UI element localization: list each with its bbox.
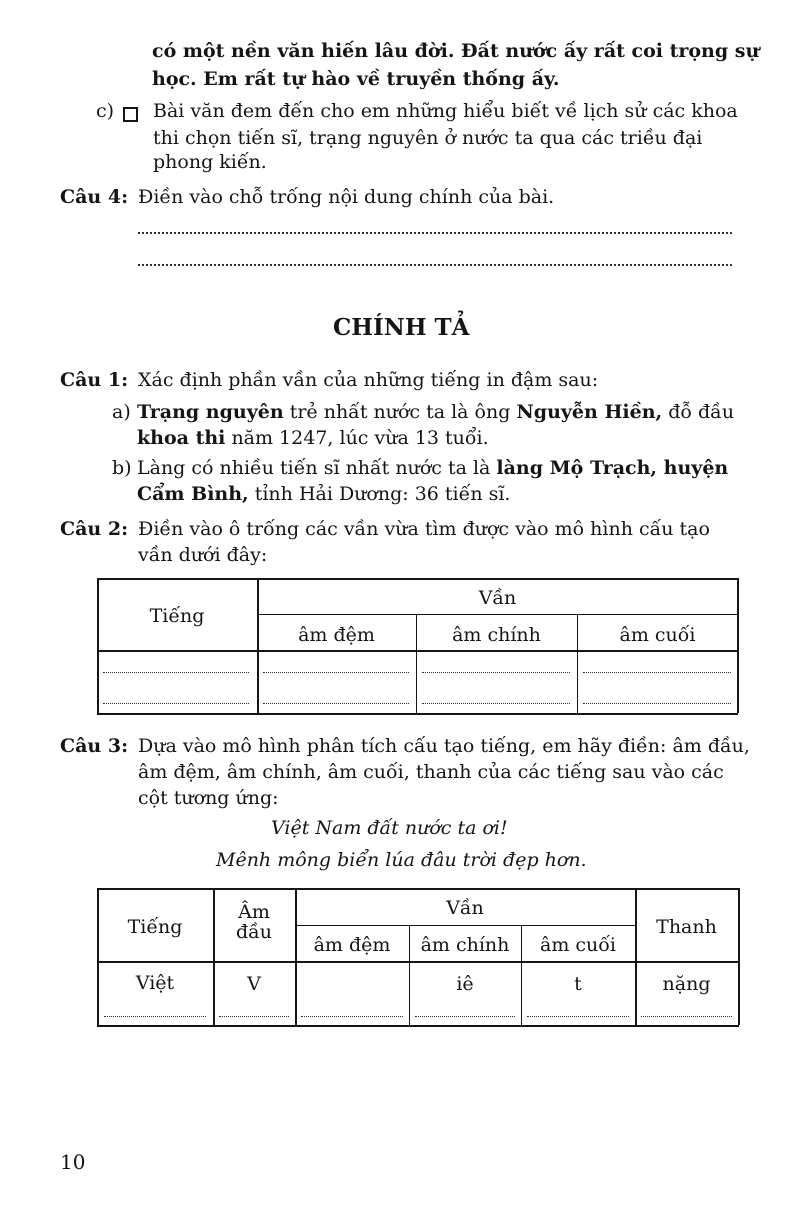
table-border <box>295 925 635 926</box>
table-border <box>738 888 740 1025</box>
text-line: có một nền văn hiến lâu đời. Đất nước ấy rất coi trọng sự <box>152 40 760 62</box>
cell-am-cuoi: t <box>574 973 582 995</box>
table-border <box>97 1025 739 1027</box>
question-2-text: vần dưới đây: <box>138 544 268 566</box>
item-b-line1 <box>137 457 728 480</box>
question-3-text: Dựa vào mô hình phân tích cấu tạo tiếng, em hãy điền: âm đầu, <box>138 735 750 757</box>
header-am-cuoi: âm cuối <box>540 934 616 956</box>
header-am-dem: âm đệm <box>298 624 375 646</box>
header-am-cuoi: âm cuối <box>619 624 696 646</box>
header-am-chinh: âm chính <box>452 624 541 646</box>
table-border <box>97 888 99 1025</box>
cell-answer-line[interactable] <box>103 672 249 673</box>
question-3-label: Câu 3: <box>60 735 129 757</box>
header-thanh: Thanh <box>656 916 717 938</box>
header-am-dem: âm đệm <box>313 934 391 956</box>
question-2-text: Điền vào ô trống các vần vừa tìm được vào mô hình cấu tạo <box>138 518 710 540</box>
header-van: Vần <box>446 897 484 919</box>
question-2-label: Câu 2: <box>60 518 129 540</box>
question-3-text: âm đệm, âm chính, âm cuối, thanh của các tiếng sau vào các <box>138 761 724 783</box>
text: Làng có nhiều tiến sĩ nhất nước ta là <box>137 457 491 479</box>
cell-am-chinh: iê <box>456 973 474 995</box>
table-border <box>257 614 738 615</box>
cell-answer-line[interactable] <box>301 1016 403 1017</box>
text: tỉnh Hải Dương: 36 tiến sĩ. <box>254 483 511 505</box>
checkbox-c[interactable] <box>123 103 138 126</box>
question-4-text: Điền vào chỗ trống nội dung chính của bài. <box>138 186 555 208</box>
answer-line[interactable] <box>138 264 732 266</box>
cell-thanh: nặng <box>662 973 711 995</box>
cell-answer-line[interactable] <box>415 1016 515 1017</box>
question-1-text: Xác định phần vần của những tiếng in đậm sau: <box>138 369 599 391</box>
checkbox-icon <box>123 107 138 122</box>
bold-word: Cẩm Bình, <box>137 483 249 505</box>
question-1-label: Câu 1: <box>60 369 129 391</box>
text: năm 1247, lúc vừa 13 tuổi. <box>231 427 489 449</box>
cell-am-dau: V <box>247 973 261 995</box>
header-am-dau-line2: đầu <box>235 920 273 943</box>
poem-line-1: Việt Nam đất nước ta ơi! <box>271 817 508 839</box>
table-border <box>97 578 738 580</box>
poem-line-2: Mênh mông biển lúa đâu trời đẹp hơn. <box>216 849 587 871</box>
header-tieng: Tiếng <box>127 916 183 938</box>
bold-word: Nguyễn Hiền, <box>516 401 663 423</box>
text: trẻ nhất nước ta là ông <box>289 401 511 423</box>
bold-word: khoa thi <box>137 427 226 449</box>
option-c-line: phong kiến. <box>153 151 267 173</box>
cell-answer-line[interactable] <box>583 703 731 704</box>
item-a-line1 <box>137 401 734 424</box>
cell-answer-line[interactable] <box>263 672 409 673</box>
table-border <box>97 578 99 713</box>
cell-answer-line[interactable] <box>422 703 570 704</box>
section-title: CHÍNH TẢ <box>333 314 470 341</box>
option-c-line: thi chọn tiến sĩ, trạng nguyên ở nước ta qua các triều đại <box>153 127 703 149</box>
item-b-line2 <box>137 483 510 506</box>
answer-line[interactable] <box>138 232 732 234</box>
header-van: Vần <box>478 587 517 609</box>
cell-answer-line[interactable] <box>263 703 409 704</box>
table-border <box>97 888 739 890</box>
page-number: 10 <box>60 1150 86 1174</box>
table-border <box>97 650 738 652</box>
cell-answer-line[interactable] <box>527 1016 629 1017</box>
option-c-line: Bài văn đem đến cho em những hiểu biết về lịch sử các khoa <box>153 100 738 122</box>
cell-answer-line[interactable] <box>422 672 570 673</box>
cell-answer-line[interactable] <box>641 1016 732 1017</box>
bold-word: Trạng nguyên <box>137 401 284 423</box>
bold-word: làng Mộ Trạch, huyện <box>496 457 729 479</box>
header-am-dau <box>213 903 295 943</box>
cell-answer-line[interactable] <box>219 1016 289 1017</box>
question-3-text: cột tương ứng: <box>138 787 279 809</box>
item-a-line2 <box>137 427 489 450</box>
question-4-label: Câu 4: <box>60 186 129 208</box>
table-border <box>97 713 738 715</box>
item-a-label: a) <box>112 401 131 423</box>
cell-answer-line[interactable] <box>104 1016 206 1017</box>
table-border <box>97 961 739 963</box>
table-border <box>635 888 637 1025</box>
cell-answer-line[interactable] <box>583 672 731 673</box>
header-am-dau-line1: Âm <box>238 901 270 923</box>
cell-tieng: Việt <box>135 972 175 994</box>
cell-answer-line[interactable] <box>103 703 249 704</box>
item-b-label: b) <box>112 457 132 479</box>
text: đỗ đầu <box>668 401 735 423</box>
header-am-chinh: âm chính <box>420 934 510 956</box>
option-c-label: c) <box>96 100 115 122</box>
header-tieng: Tiếng <box>149 605 205 627</box>
text-line: học. Em rất tự hào về truyền thống ấy. <box>152 68 560 90</box>
